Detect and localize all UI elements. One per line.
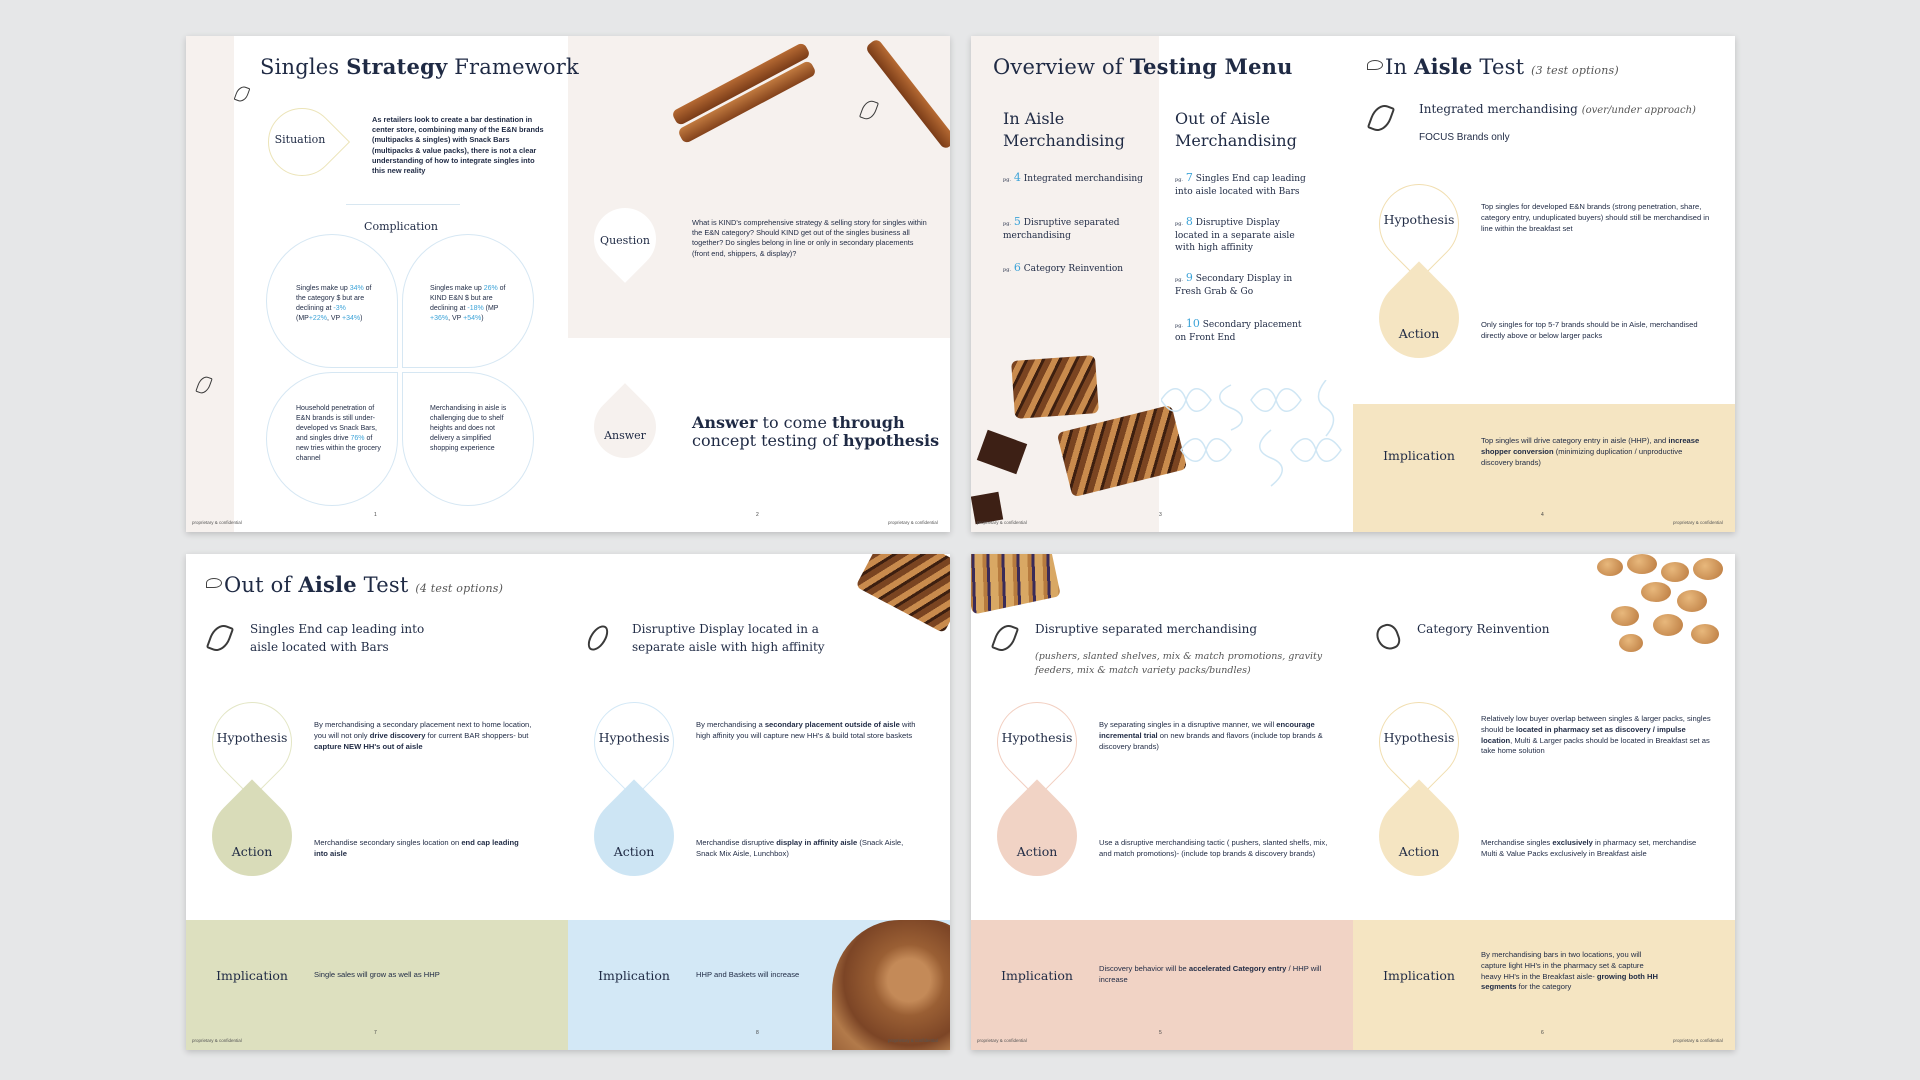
almond-icon: [206, 621, 234, 654]
test-option-note: (pushers, slanted shelves, mix & match promotions, gravity feeders, mix & match variety packs/bundles): [1035, 651, 1323, 676]
hypothesis-label: Hypothesis: [598, 730, 670, 745]
footer-confidential: proprietary & confidential: [977, 520, 1027, 525]
action-drop: [577, 779, 690, 892]
answer-drop: [581, 383, 669, 471]
infinity-pattern: [1161, 380, 1347, 490]
hypothesis-label: Hypothesis: [1001, 730, 1073, 745]
page-number: 5: [1159, 1030, 1162, 1036]
implication-label: Implication: [216, 968, 288, 983]
situation-label: Situation: [274, 133, 326, 146]
footer-confidential: proprietary & confidential: [888, 1038, 938, 1043]
answer-label: Answer: [604, 429, 646, 442]
cashew-image: [1597, 558, 1623, 576]
nut-bar-image: [971, 554, 1061, 615]
in-aisle-heading: In Aisle Merchandising: [1003, 109, 1125, 150]
nut-bar-image: [1011, 355, 1099, 419]
action-text: Only singles for top 5-7 brands should be in Aisle, merchandised directly above or below larger packs: [1481, 320, 1698, 340]
footer-confidential: proprietary & confidential: [192, 1038, 242, 1043]
in-aisle-item[interactable]: pg. 5 Disruptive separated merchandising: [1003, 215, 1120, 241]
action-label: Action: [613, 844, 655, 859]
answer-text: Answer to come through concept testing of hypothesis: [692, 413, 940, 450]
cashew-image: [1661, 562, 1689, 582]
test-option: Disruptive Display located in a separate aisle with high affinity: [632, 622, 825, 654]
complication-4: Merchandising in aisle is challenging due to shelf heights and does not delivery a simplified shopping experience: [430, 405, 507, 452]
footer-confidential: proprietary & confidential: [977, 1038, 1027, 1043]
out-aisle-item[interactable]: pg. 9 Secondary Display in Fresh Grab & Go: [1175, 271, 1293, 297]
page-number: 1: [374, 512, 377, 518]
test-option: Disruptive separated merchandising: [1035, 622, 1257, 636]
action-drop: [1362, 261, 1475, 374]
action-label: Action: [1398, 326, 1440, 341]
out-aisle-heading: Out of Aisle Merchandising: [1175, 109, 1297, 150]
hypothesis-text: Top singles for developed E&N brands (strong penetration, share, category entry, unduplicated buyers) should still be merchandised in line within the breakfast set: [1481, 202, 1710, 233]
cashew-image: [1691, 624, 1719, 644]
page-number: 6: [1541, 1030, 1544, 1036]
hazelnut-icon: [1373, 621, 1403, 653]
implication-text: Single sales will grow as well as HHP: [314, 970, 440, 979]
bean-icon: [585, 622, 611, 654]
cashew-image: [1653, 614, 1683, 636]
footer-confidential: proprietary & confidential: [192, 520, 242, 525]
hypothesis-label: Hypothesis: [216, 730, 288, 745]
action-text: Merchandise singles exclusively in pharmacy set, merchandise Multi & Value Packs exclusively in Breakfast aisle: [1481, 838, 1697, 858]
action-label: Action: [231, 844, 273, 859]
complication-3: Household penetration of E&N brands is still under-developed vs Snack Bars, and singles drive 76% of new tries within the grocery channel: [296, 405, 381, 462]
complication-2: Singles make up 26% of KIND E&N $ but are declining at -18% (MP +36%, VP +54%): [430, 285, 506, 322]
action-label: Action: [1016, 844, 1058, 859]
situation-text: As retailers look to create a bar destination in center store, combining many of the E&N brands (multipacks & singles) with Snack Bars (multipacks & value packs), there is not a clear understanding of how to integrate singles into this new reality: [372, 115, 544, 176]
focus-brands: FOCUS Brands only: [1419, 132, 1510, 143]
hypothesis-text: By merchandising a secondary placement next to home location, you will not only drive discovery for current BAR shoppers- but capture NEW HH's out of aisle: [314, 720, 532, 751]
hypothesis-label: Hypothesis: [1383, 730, 1455, 745]
action-drop: [980, 779, 1093, 892]
hypothesis-text: By separating singles in a disruptive manner, we will encourage incremental trial on new brands and flavors (include top brands & discovery brands): [1099, 720, 1323, 751]
hypothesis-label: Hypothesis: [1383, 212, 1455, 227]
action-text: Merchandise secondary singles location on end cap leading into aisle: [314, 838, 519, 858]
footer-confidential: proprietary & confidential: [1673, 520, 1723, 525]
almond-icon: [234, 84, 251, 103]
footer-confidential: proprietary & confidential: [888, 520, 938, 525]
test-option: Category Reinvention: [1417, 622, 1550, 636]
leaf-sprig-icon: [206, 578, 222, 588]
action-text: Use a disruptive merchandising tactic ( pushers, slanted shelfs, mix, and match promotions)- (include top brands & discovery brands): [1099, 838, 1328, 858]
slide-title: In Aisle Test (3 test options): [1385, 54, 1619, 79]
implication-label: Implication: [1383, 968, 1455, 983]
in-aisle-item[interactable]: pg. 4 Integrated merchandising: [1003, 171, 1143, 184]
footer-confidential: proprietary & confidential: [1673, 1038, 1723, 1043]
cashew-image: [1627, 554, 1657, 574]
hypothesis-text: By merchandising a secondary placement outside of aisle with high affinity you will capture new HH's & build total store baskets: [696, 720, 916, 740]
spread-out-of-aisle: [186, 554, 950, 1050]
page-number: 7: [374, 1030, 377, 1036]
almond-icon: [1367, 101, 1395, 134]
cashew-image: [1693, 558, 1723, 580]
page-number: 2: [756, 512, 759, 518]
slide-title: Singles Strategy Framework: [260, 54, 579, 79]
action-drop: [1362, 779, 1475, 892]
implication-text: Discovery behavior will be accelerated Category entry / HHP will increase: [1099, 964, 1322, 984]
almond-icon: [991, 621, 1019, 654]
complication-1: Singles make up 34% of the category $ but are declining at -3% (MP+22%, VP +34%): [296, 285, 372, 322]
spread-testing-menu: [971, 36, 1735, 532]
cashew-image: [1641, 582, 1671, 602]
action-label: Action: [1398, 844, 1440, 859]
cashew-image: [1677, 590, 1707, 612]
implication-label: Implication: [598, 968, 670, 983]
page-number: 4: [1541, 512, 1544, 518]
implication-text: Top singles will drive category entry in aisle (HHP), and increase shopper conversion (minimizing duplication / unproductive discovery brands): [1481, 436, 1700, 467]
test-option: Integrated merchandising (over/under approach): [1419, 102, 1696, 116]
implication-text: HHP and Baskets will increase: [696, 970, 800, 979]
test-option: Singles End cap leading into aisle located with Bars: [250, 622, 425, 654]
implication-label: Implication: [1001, 968, 1073, 983]
spread-in-aisle-options: [971, 554, 1735, 1050]
cream-strip: [186, 36, 234, 532]
implication-panel: [186, 920, 568, 1050]
question-label: Question: [600, 234, 650, 247]
implication-label: Implication: [1383, 448, 1455, 463]
page-number: 8: [756, 1030, 759, 1036]
cashew-image: [1619, 634, 1643, 652]
out-aisle-item[interactable]: pg. 10 Secondary placement on Front End: [1175, 317, 1302, 343]
out-aisle-item[interactable]: pg. 7 Singles End cap leading into aisle located with Bars: [1175, 171, 1306, 197]
spread-strategy-framework: [186, 36, 950, 532]
hypothesis-text: Relatively low buyer overlap between singles & larger packs, singles should be located in pharmacy set as discovery / impulse location, Multi & Larger packs should be located in Breakfast set as take home solution: [1481, 714, 1711, 756]
implication-text: By merchandising bars in two locations, you will capture light HH's in the pharmacy set & capture heavy HH's in the Breakfast aisle- growing both HH segments for the category: [1481, 950, 1658, 992]
complication-label: Complication: [364, 220, 438, 233]
page-number: 3: [1159, 512, 1162, 518]
slide-title: Overview of Testing Menu: [993, 54, 1293, 79]
question-text: What is KIND's comprehensive strategy & selling story for singles within the E&N category? Should KIND get out of the singles business all together? Do singles belong in line or only in secondary placements (front end, shippers, & display)?: [692, 218, 927, 258]
divider: [346, 204, 460, 205]
out-aisle-item[interactable]: pg. 8 Disruptive Display located in a separate aisle with high affinity: [1175, 215, 1295, 253]
in-aisle-item[interactable]: pg. 6 Category Reinvention: [1003, 261, 1124, 274]
action-drop: [195, 779, 308, 892]
action-text: Merchandise disruptive display in affinity aisle (Snack Aisle, Snack Mix Aisle, Lunchbox): [696, 838, 904, 858]
slide-title: Out of Aisle Test (4 test options): [224, 572, 504, 597]
leaf-sprig-icon: [1367, 60, 1383, 70]
